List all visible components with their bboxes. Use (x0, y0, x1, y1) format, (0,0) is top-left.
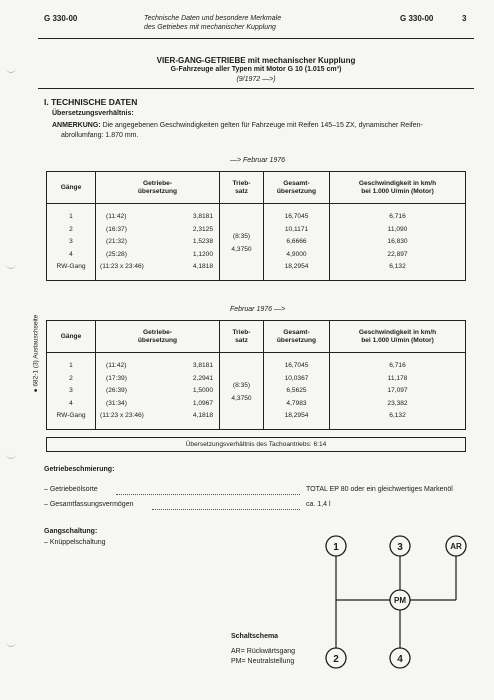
title-date-range: (9/1972 —>) (236, 76, 276, 83)
note-label: ANMERKUNG: (52, 122, 101, 129)
gear-node-pm (390, 590, 410, 610)
col-getriebe: Getriebe- übersetzung (96, 172, 220, 204)
col-gaenge: Gänge (47, 321, 96, 353)
gear-node-3 (390, 536, 410, 556)
gear-node-1 (326, 536, 346, 556)
tacho-ratio: Übersetzungsverhältnis des Tachoantriebs: 6:14 (46, 437, 466, 452)
doc-id-right: G 330-00 (400, 14, 434, 23)
capacity-label: – Gesamtfassungsvermögen (44, 501, 134, 508)
doc-id: G 330-00 (44, 14, 78, 23)
svg-text:4: 4 (397, 654, 403, 665)
speed-cell: 6,716 11,090 16,830 22,897 6,132 (330, 204, 466, 281)
note-text: Die angegebenen Geschwindigkeiten gelten für Fahrzeuge mit Reifen 145–15 ZX, dynamischer Reifen- (102, 122, 423, 129)
note-text-2: abrollumfang: 1.870 mm. (61, 132, 139, 139)
gesamt-cell: 16,7045 10,1171 6,6666 4,9000 18,2954 (264, 204, 330, 281)
svg-text:3: 3 (397, 542, 403, 553)
gangschaltung-item: – Knüppelschaltung (44, 539, 106, 546)
gear-node-2 (326, 648, 346, 668)
triebsatz-cell: (8:35) 4,3750 (220, 353, 264, 430)
main-title: VIER-GANG-GETRIEBE mit mechanischer Kupplung (156, 56, 356, 65)
section-subheading: Übersetzungsverhältnis: (52, 110, 134, 117)
col-triebsatz: Trieb- satz (220, 321, 264, 353)
margin-text: ● 682-1 (3) Austauschseite (32, 314, 40, 393)
oil-type-value: TOTAL EP 80 oder ein gleichwertiges Markenöl (306, 486, 453, 493)
col-speed: Geschwindigkeit in km/h bei 1.000 U/min (Motor) (330, 172, 466, 204)
header-subtitle-line2: des Getriebes mit mechanischer Kupplung (144, 24, 276, 31)
col-triebsatz: Trieb- satz (220, 172, 264, 204)
svg-text:2: 2 (333, 654, 339, 665)
triebsatz-cell: (8:35) 4,3750 (220, 204, 264, 281)
table2-date: Februar 1976 —> (230, 306, 286, 313)
svg-text:1: 1 (333, 542, 339, 553)
capacity-value: ca. 1,4 l (306, 501, 331, 508)
getriebe-cell: (11:42) 3,8181 (16:37) 2,3125 (21:32) 1,5238 (25:28) 1,1200 (11:23 x 23:46) 4,1818 (96, 204, 220, 281)
gear-node-4 (390, 648, 410, 668)
col-gesamt: Gesamt- übersetzung (264, 321, 330, 353)
col-getriebe: Getriebe- übersetzung (96, 321, 220, 353)
getriebeschmierung-heading: Getriebeschmierung: (44, 466, 115, 473)
svg-text:PM: PM (394, 596, 406, 605)
schaltschema-heading: Schaltschema (231, 633, 279, 640)
speed-cell: 6,716 11,178 17,097 23,382 6,132 (330, 353, 466, 430)
page-number: 3 (462, 14, 467, 23)
getriebe-cell: (11:42) 3,8181 (17:39) 2,2941 (26:39) 1,5000 (31:34) 1,0967 (11:23 x 23:46) 4,1818 (96, 353, 220, 430)
gesamt-cell: 16,7045 10,0367 6,5625 4,7983 18,2954 (264, 353, 330, 430)
gang-cell: 1 2 3 4 RW-Gang (47, 204, 96, 281)
gear-node-ar (446, 536, 466, 556)
legend-ar: AR= Rückwärtsgang (231, 648, 296, 655)
oil-type-label: – Getriebeölsorte (44, 486, 98, 493)
col-gaenge: Gänge (47, 172, 96, 204)
legend-pm: PM= Neutralstellung (231, 658, 295, 665)
gangschaltung-heading: Gangschaltung: (44, 528, 98, 535)
section-heading: I. TECHNISCHE DATEN (44, 97, 138, 107)
col-gesamt: Gesamt- übersetzung (264, 172, 330, 204)
main-subtitle: G-Fahrzeuge aller Typen mit Motor G 10 (1.015 cm³) (170, 66, 342, 73)
svg-text:AR: AR (450, 542, 462, 551)
table1-date: —> Februar 1976 (230, 157, 286, 164)
col-speed: Geschwindigkeit in km/h bei 1.000 U/min (Motor) (330, 321, 466, 353)
header-subtitle-line1: Technische Daten und besondere Merkmale (144, 15, 282, 22)
gang-cell: 1 2 3 4 RW-Gang (47, 353, 96, 430)
